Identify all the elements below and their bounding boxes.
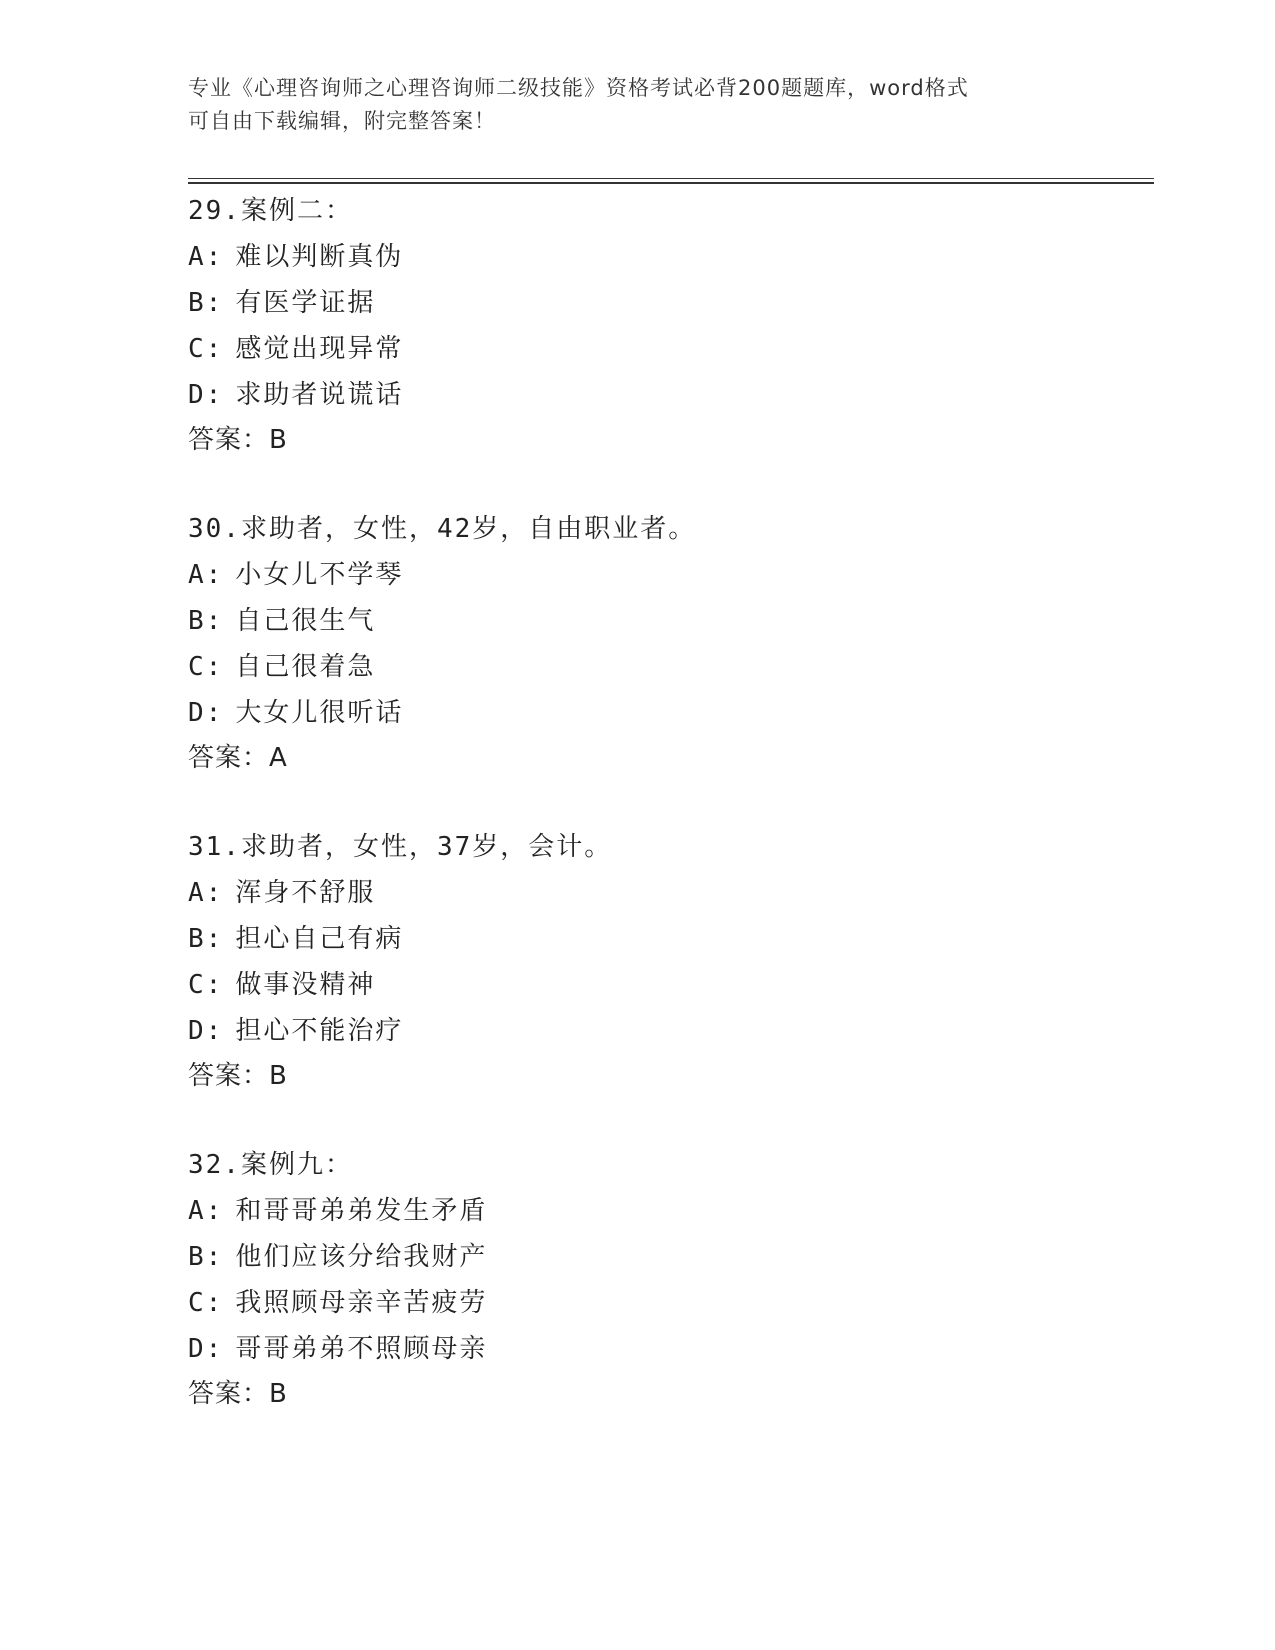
option-text: 哥哥弟弟不照顾母亲 — [235, 1334, 488, 1364]
option-text: 担心不能治疗 — [235, 1016, 404, 1046]
option-a — [188, 234, 1148, 280]
option-d — [188, 1326, 1148, 1372]
answer-label: 答案：B — [188, 1061, 288, 1091]
option-c — [188, 644, 1148, 690]
option-text: 他们应该分给我财产 — [235, 1242, 488, 1272]
question-31 — [188, 824, 1148, 1098]
option-letter: A: — [188, 242, 224, 272]
option-a — [188, 1188, 1148, 1234]
option-letter: A: — [188, 878, 224, 908]
option-text: 自己很着急 — [235, 652, 376, 682]
option-text: 担心自己有病 — [235, 924, 404, 954]
option-d — [188, 1008, 1148, 1054]
header-line-1: 专业《心理咨询师之心理咨询师二级技能》资格考试必背200题题库，word格式 — [188, 76, 969, 100]
option-letter: B: — [188, 1242, 224, 1272]
option-text: 感觉出现异常 — [235, 334, 404, 364]
header-line-2: 可自由下载编辑，附完整答案！ — [188, 109, 496, 133]
option-b — [188, 598, 1148, 644]
option-text: 难以判断真伪 — [235, 242, 404, 272]
option-text: 求助者说谎话 — [235, 380, 404, 410]
option-c — [188, 1280, 1148, 1326]
question-list — [188, 188, 1148, 1460]
option-text: 自己很生气 — [235, 606, 376, 636]
option-letter: D: — [188, 1016, 224, 1046]
answer-label: 答案：A — [188, 743, 288, 773]
option-text: 大女儿很听话 — [235, 698, 404, 728]
option-text: 浑身不舒服 — [235, 878, 376, 908]
option-letter: C: — [188, 334, 224, 364]
answer-label: 答案：B — [188, 1379, 288, 1409]
option-text: 做事没精神 — [235, 970, 376, 1000]
option-text: 有医学证据 — [235, 288, 376, 318]
header-divider-thick — [188, 182, 1154, 184]
question-stem: 32.案例九： — [188, 1150, 353, 1180]
question-32 — [188, 1142, 1148, 1416]
option-text: 小女儿不学琴 — [235, 560, 404, 590]
option-letter: C: — [188, 970, 224, 1000]
option-letter: D: — [188, 698, 224, 728]
option-c — [188, 962, 1148, 1008]
question-stem: 30.求助者，女性，42岁，自由职业者。 — [188, 514, 697, 544]
option-letter: D: — [188, 1334, 224, 1364]
option-letter: A: — [188, 1196, 224, 1226]
question-stem: 31.求助者，女性，37岁，会计。 — [188, 832, 613, 862]
option-letter: C: — [188, 1288, 224, 1318]
question-stem: 29.案例二： — [188, 196, 353, 226]
option-a — [188, 870, 1148, 916]
option-b — [188, 916, 1148, 962]
option-b — [188, 280, 1148, 326]
header-divider-thin — [188, 178, 1154, 179]
option-d — [188, 690, 1148, 736]
option-letter: D: — [188, 380, 224, 410]
option-text: 我照顾母亲辛苦疲劳 — [235, 1288, 488, 1318]
question-30 — [188, 506, 1148, 780]
option-c — [188, 326, 1148, 372]
option-a — [188, 552, 1148, 598]
option-letter: A: — [188, 560, 224, 590]
option-letter: B: — [188, 606, 224, 636]
answer-label: 答案：B — [188, 425, 288, 455]
option-d — [188, 372, 1148, 418]
question-29 — [188, 188, 1148, 462]
document-header — [188, 72, 1068, 138]
option-letter: B: — [188, 924, 224, 954]
option-text: 和哥哥弟弟发生矛盾 — [235, 1196, 488, 1226]
option-b — [188, 1234, 1148, 1280]
option-letter: C: — [188, 652, 224, 682]
option-letter: B: — [188, 288, 224, 318]
